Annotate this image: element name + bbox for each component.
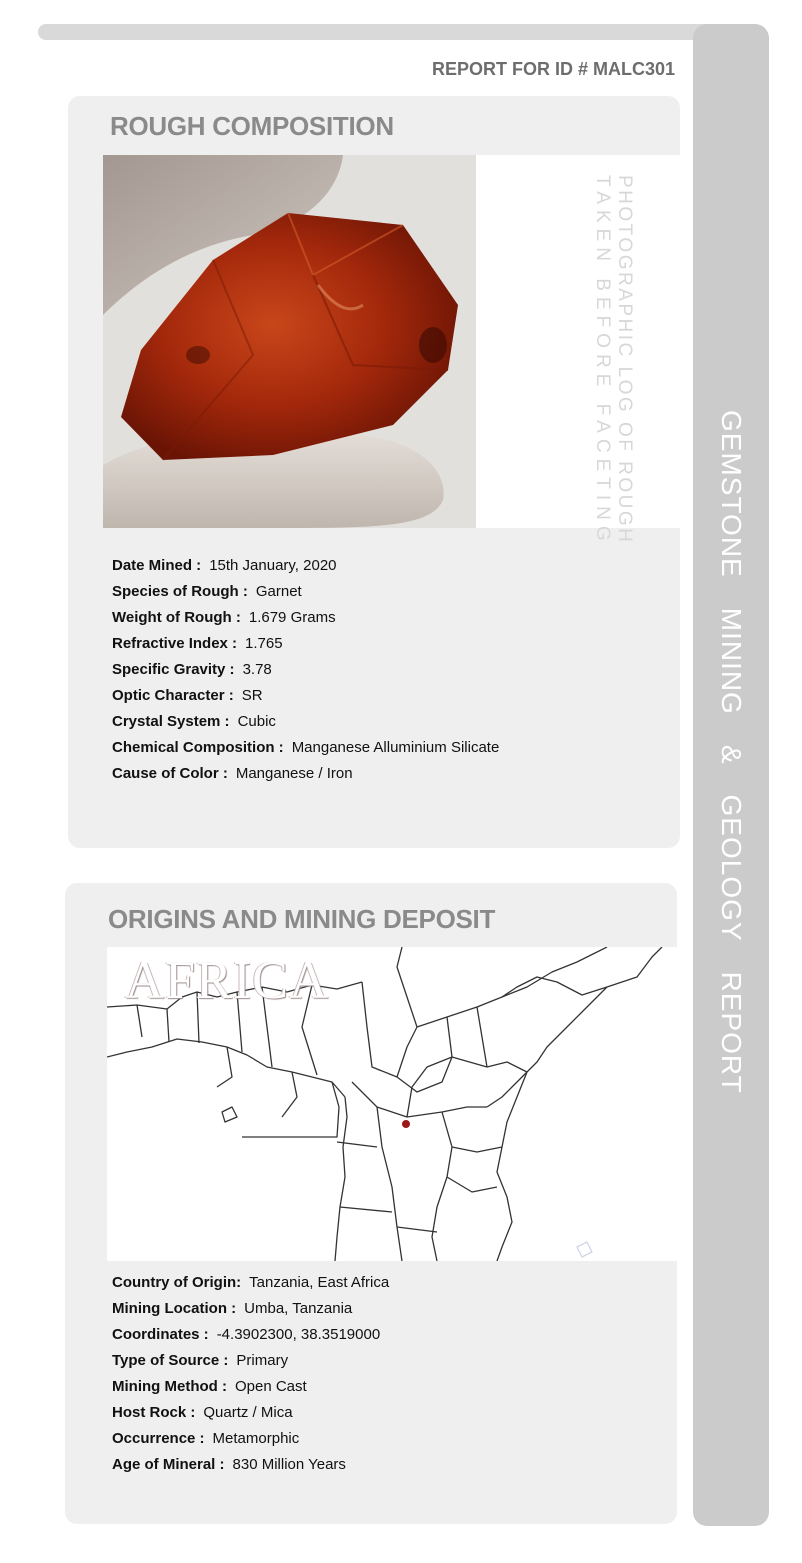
detail-label: Type of Source : xyxy=(112,1352,229,1369)
detail-row xyxy=(112,657,499,683)
photo-caption xyxy=(591,175,635,547)
detail-value: 1.679 Grams xyxy=(248,609,336,626)
detail-row xyxy=(112,761,499,787)
detail-value: 15th January, 2020 xyxy=(209,557,337,574)
detail-label: Crystal System : xyxy=(112,713,230,730)
detail-value: 1.765 xyxy=(245,635,283,652)
detail-label: Weight of Rough : xyxy=(112,609,241,626)
detail-value: Tanzania, East Africa xyxy=(249,1274,390,1291)
detail-row xyxy=(112,605,499,631)
detail-value: -4.3902300, 38.3519000 xyxy=(216,1326,381,1343)
detail-label: Occurrence : xyxy=(112,1430,205,1447)
top-decor-bar xyxy=(38,24,738,40)
detail-value: Open Cast xyxy=(234,1378,307,1395)
detail-label: Refractive Index : xyxy=(112,635,238,652)
side-title-word: REPORT xyxy=(716,971,747,1094)
detail-label: Coordinates : xyxy=(112,1326,209,1343)
detail-label: Cause of Color : xyxy=(112,765,228,782)
detail-value: Metamorphic xyxy=(212,1430,300,1447)
side-title-word: GEOLOGY xyxy=(716,794,747,942)
detail-label: Mining Method : xyxy=(112,1378,227,1395)
detail-value: Umba, Tanzania xyxy=(244,1300,353,1317)
side-title-word: MINING xyxy=(716,607,747,715)
detail-label: Species of Rough : xyxy=(112,583,248,600)
rough-composition-title: ROUGH COMPOSITION xyxy=(110,111,394,141)
side-title-word: & xyxy=(716,744,747,765)
detail-value: Manganese Alluminium Silicate xyxy=(291,739,500,756)
detail-row xyxy=(112,1322,389,1348)
report-id-label: REPORT FOR ID # MALC301 xyxy=(431,59,675,79)
detail-row xyxy=(112,683,499,709)
detail-row xyxy=(112,1296,389,1322)
detail-row xyxy=(112,553,499,579)
detail-row xyxy=(112,1400,389,1426)
detail-row xyxy=(112,1452,389,1478)
detail-row xyxy=(112,579,499,605)
detail-row xyxy=(112,735,499,761)
detail-value: 3.78 xyxy=(242,661,272,678)
africa-map xyxy=(107,947,677,1261)
detail-label: Specific Gravity : xyxy=(112,661,235,678)
detail-row xyxy=(112,631,499,657)
detail-label: Optic Character : xyxy=(112,687,234,704)
detail-value: 830 Million Years xyxy=(232,1456,346,1473)
detail-row xyxy=(112,1348,389,1374)
detail-row xyxy=(112,709,499,735)
gem-illustration xyxy=(103,155,476,528)
detail-value: SR xyxy=(241,687,263,704)
detail-row xyxy=(112,1426,389,1452)
photo-caption-line-1: PHOTOGRAPHIC LOG OF ROUGH xyxy=(614,175,635,545)
detail-value: Primary xyxy=(236,1352,289,1369)
side-title-word: GEMSTONE xyxy=(716,410,747,578)
detail-value: Manganese / Iron xyxy=(235,765,353,782)
detail-label: Chemical Composition : xyxy=(112,739,284,756)
detail-label: Age of Mineral : xyxy=(112,1456,225,1473)
detail-value: Cubic xyxy=(237,713,276,730)
photo-caption-line-2: TAKEN BEFORE FACETING xyxy=(592,175,613,547)
detail-label: Date Mined : xyxy=(112,557,202,574)
detail-label: Country of Origin: xyxy=(112,1274,242,1291)
detail-value: Quartz / Mica xyxy=(203,1404,293,1421)
map-watermark-africa: AFRICA xyxy=(125,950,330,1010)
detail-row xyxy=(112,1374,389,1400)
mine-location-marker xyxy=(402,1120,410,1128)
rough-gem-photo xyxy=(103,155,476,528)
detail-label: Host Rock : xyxy=(112,1404,196,1421)
rough-details-list xyxy=(112,553,499,787)
detail-label: Mining Location : xyxy=(112,1300,237,1317)
side-report-title xyxy=(715,410,747,1094)
detail-value: Garnet xyxy=(255,583,302,600)
detail-row xyxy=(112,1270,389,1296)
origins-title: ORIGINS AND MINING DEPOSIT xyxy=(108,904,496,934)
origins-details-list xyxy=(112,1270,389,1478)
rough-photo-area xyxy=(103,155,680,547)
